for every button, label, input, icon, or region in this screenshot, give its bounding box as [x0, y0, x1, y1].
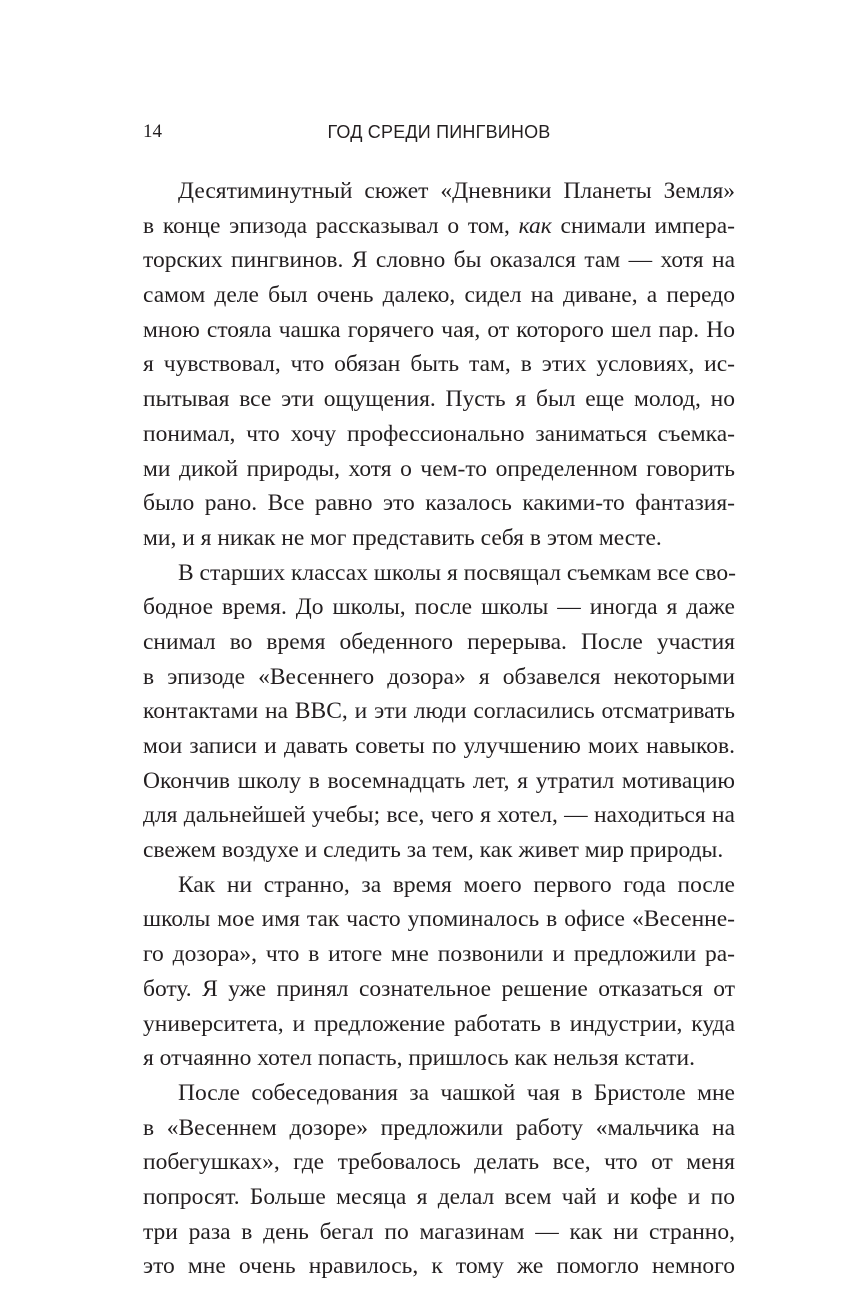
text-line: контактами на BBC, и эти люди согласились отсматривать — [143, 698, 735, 725]
text-line: самом деле был очень далеко, сидел на диване, а передо — [143, 282, 735, 309]
text-line: пытывая все эти ощущения. Пусть я был еще молод, но — [143, 386, 735, 413]
text-line: мною стояла чашка горячего чая, от которого шел пар. Но — [143, 316, 735, 343]
text-line: для дальнейшей учебы; все, чего я хотел, — находиться на — [143, 802, 735, 829]
paragraph — [143, 556, 735, 868]
text-line: я отчаянно хотел попасть, пришлось как нельзя кстати. — [143, 1045, 695, 1072]
paragraph — [143, 868, 735, 1076]
text-line: я чувствовал, что обязан быть там, в этих условиях, ис- — [143, 351, 735, 378]
text-line: понимал, что хочу профессионально заниматься съемка- — [143, 420, 735, 447]
text-line: было рано. Все равно это казалось какими-то фантазия- — [143, 490, 735, 517]
page-number: 14 — [143, 121, 162, 142]
text-line: Окончив школу в восемнадцать лет, я утратил мотивацию — [143, 767, 735, 794]
text-line: Как ни странно, за время моего первого года после — [178, 871, 735, 898]
text-line: школы мое имя так часто упоминалось в офисе «Весенне- — [143, 906, 735, 933]
text-line: ми, и я никак не мог представить себя в этом месте. — [143, 524, 662, 551]
body-text — [143, 174, 735, 1284]
text-line: После собеседования за чашкой чая в Бристоле мне — [178, 1079, 735, 1106]
paragraph — [143, 174, 735, 556]
text-line: торских пингвинов. Я словно бы оказался там — хотя на — [143, 247, 735, 274]
text-line: в «Весеннем дозоре» предложили работу «мальчика на — [143, 1114, 735, 1141]
text-line: три раза в день бегал по магазинам — как ни странно, — [143, 1218, 735, 1245]
text-line: в конце эпизода рассказывал о том, как снимали импера- — [143, 212, 735, 239]
text-line: бодное время. До школы, после школы — иногда я даже — [143, 594, 735, 621]
text-line: го дозора», что в итоге мне позвонили и предложили ра- — [143, 941, 735, 968]
text-line: ми дикой природы, хотя о чем-то определенном говорить — [143, 455, 735, 482]
text-line: В старших классах школы я посвящал съемкам все сво- — [178, 559, 736, 586]
text-line: снимал во время обеденного перерыва. После участия — [143, 628, 735, 655]
text-line: университета, и предложение работать в индустрии, куда — [143, 1010, 735, 1037]
text-line: побегушках», где требовалось делать все, что от меня — [143, 1149, 735, 1176]
text-line: Десятиминутный сюжет «Дневники Планеты Земля» — [178, 178, 735, 204]
text-line: это мне очень нравилось, к тому же помогло немного — [143, 1253, 735, 1280]
text-line: свежем воздухе и следить за тем, как живет мир природы. — [143, 837, 724, 864]
text-line: попросят. Больше месяца я делал всем чай и кофе и по — [143, 1183, 735, 1210]
text-line: мои записи и давать советы по улучшению моих навыков. — [143, 733, 735, 759]
paragraph — [143, 1076, 735, 1284]
text-line: боту. Я уже принял сознательное решение отказаться от — [143, 975, 735, 1002]
text-line: в эпизоде «Весеннего дозора» я обзавелся некоторыми — [143, 663, 735, 690]
emphasis: как — [518, 212, 552, 239]
book-title: ГОД СРЕДИ ПИНГВИНОВ — [327, 122, 551, 142]
running-head — [143, 119, 735, 145]
